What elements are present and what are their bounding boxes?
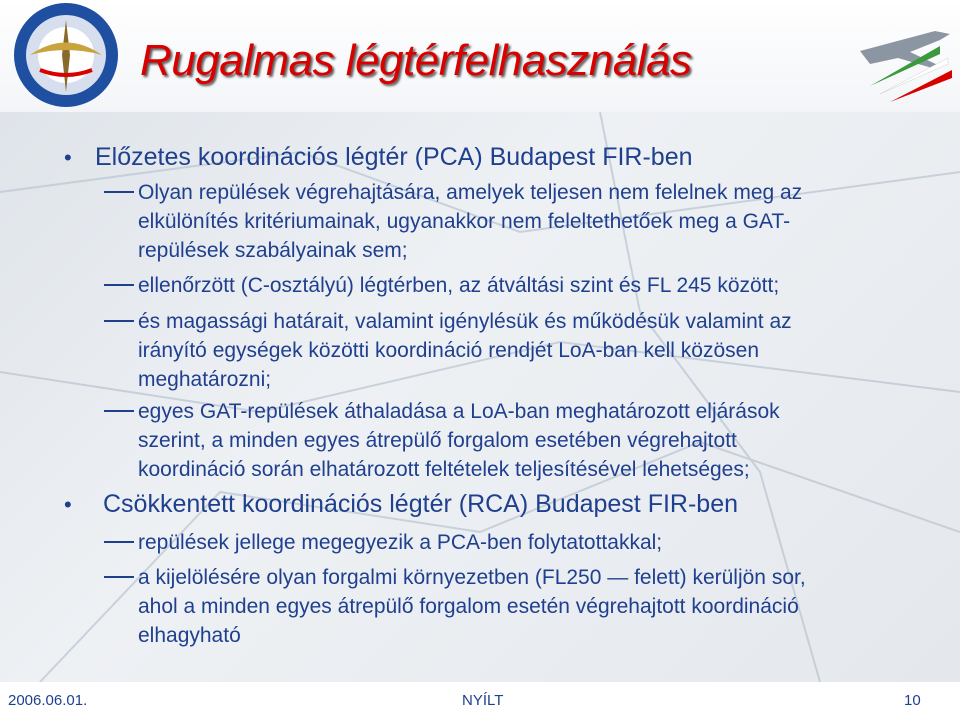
dash-icon (104, 576, 134, 578)
list-item: egyes GAT-repülések áthaladása a LoA-ban meghatározott eljárások szerint, a minden egyes átrepülő forgalom esetében végrehajtott koordináció során elhatározott feltételek teljesítésével lehetséges; (138, 400, 780, 481)
footer-label: NYÍLT (462, 692, 504, 709)
dash-icon (104, 191, 134, 193)
bullet-icon: • (64, 145, 72, 170)
list-item: ellenőrzött (C-osztályú) légtérben, az átváltási szint és FL 245 között; (138, 274, 780, 297)
slide-body (0, 112, 960, 682)
list-item: és magassági határait, valamint igénylésük és működésük valamint az irányító egységek közötti koordináció rendjét LoA-ban kell közösen meghatározni; (138, 310, 792, 391)
slide-header (0, 0, 960, 112)
dash-icon (104, 284, 134, 286)
list-item: Előzetes koordinációs légtér (PCA) Budapest FIR-ben (95, 143, 693, 171)
list-item: a kijelölésére olyan forgalmi környezetben (FL250 — felett) kerüljön sor, ahol a minden egyes átrepülő forgalom esetén végrehajtott koordináció elhagyható (138, 566, 806, 647)
dash-icon (104, 541, 134, 543)
page-title: Rugalmas légtérfelhasználás (140, 36, 692, 85)
slide-footer (0, 682, 960, 720)
footer-date: 2006.06.01. (8, 692, 88, 709)
page-number: 10 (904, 692, 921, 709)
fighter-jet-icon (840, 6, 960, 116)
dash-icon (104, 410, 134, 412)
list-item: Olyan repülések végrehajtására, amelyek teljesen nem felelnek meg az elkülönítés kritériumainak, ugyanakkor nem feleltethetőek meg a GAT- repülések szabályainak sem; (138, 181, 803, 262)
list-item: Csökkentett koordinációs légtér (RCA) Budapest FIR-ben (103, 490, 739, 518)
bullet-icon: • (64, 492, 72, 517)
emblem-logo-icon (0, 0, 135, 112)
list-item: repülések jellege megegyezik a PCA-ben folytatottakkal; (138, 531, 663, 554)
dash-icon (104, 320, 134, 322)
